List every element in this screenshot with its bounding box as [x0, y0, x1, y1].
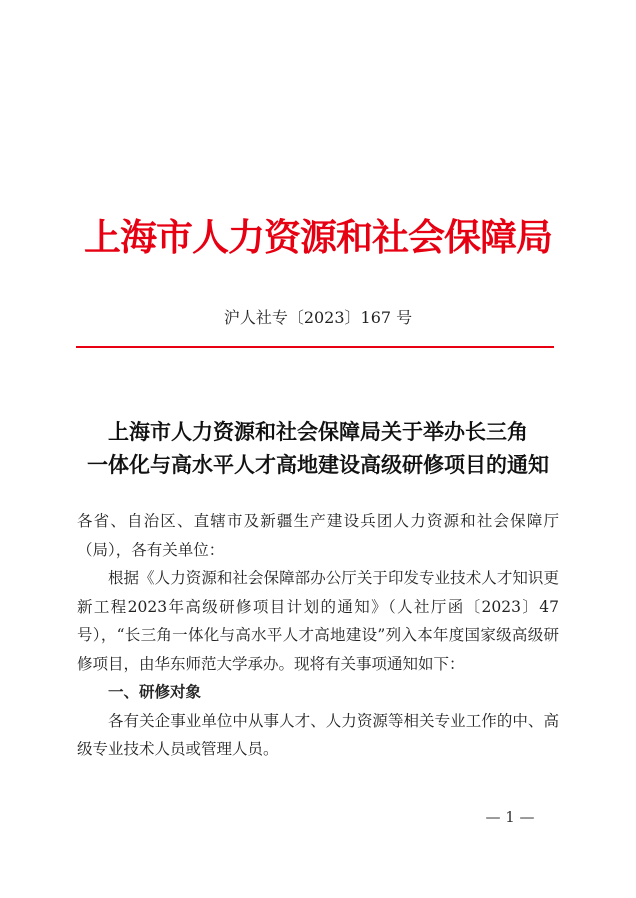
section-text-1: 各有关企事业单位中从事人才、人力资源等相关专业工作的中、高级专业技术人员或管理人员。: [77, 711, 559, 758]
document-body: [77, 507, 559, 764]
document-title: [0, 416, 636, 482]
section-heading-1: 一、研修对象: [108, 683, 202, 701]
title-line-2: 一体化与高水平人才高地建设高级研修项目的通知: [87, 453, 549, 477]
salutation: 各省、自治区、直辖市及新疆生产建设兵团人力资源和社会保障厅（局），各有关单位：: [77, 512, 559, 559]
red-divider-line: [76, 346, 554, 348]
title-line-1: 上海市人力资源和社会保障局关于举办长三角: [108, 420, 528, 444]
page-number: — 1 —: [485, 808, 535, 826]
agency-header: 上海市人力资源和社会保障局: [84, 215, 552, 259]
paragraph-intro: 根据《人力资源和社会保障部办公厅关于印发专业技术人才知识更新工程2023年高级研修项目计划的通知》（人社厅函〔2023〕47号），“长三角一体化与高水平人才高地建设”列入本年度国家级高级研修项目，由华东师范大学承办。现将有关事项通知如下：: [77, 569, 559, 673]
document-number: 沪人社专〔2023〕167 号: [223, 308, 413, 327]
